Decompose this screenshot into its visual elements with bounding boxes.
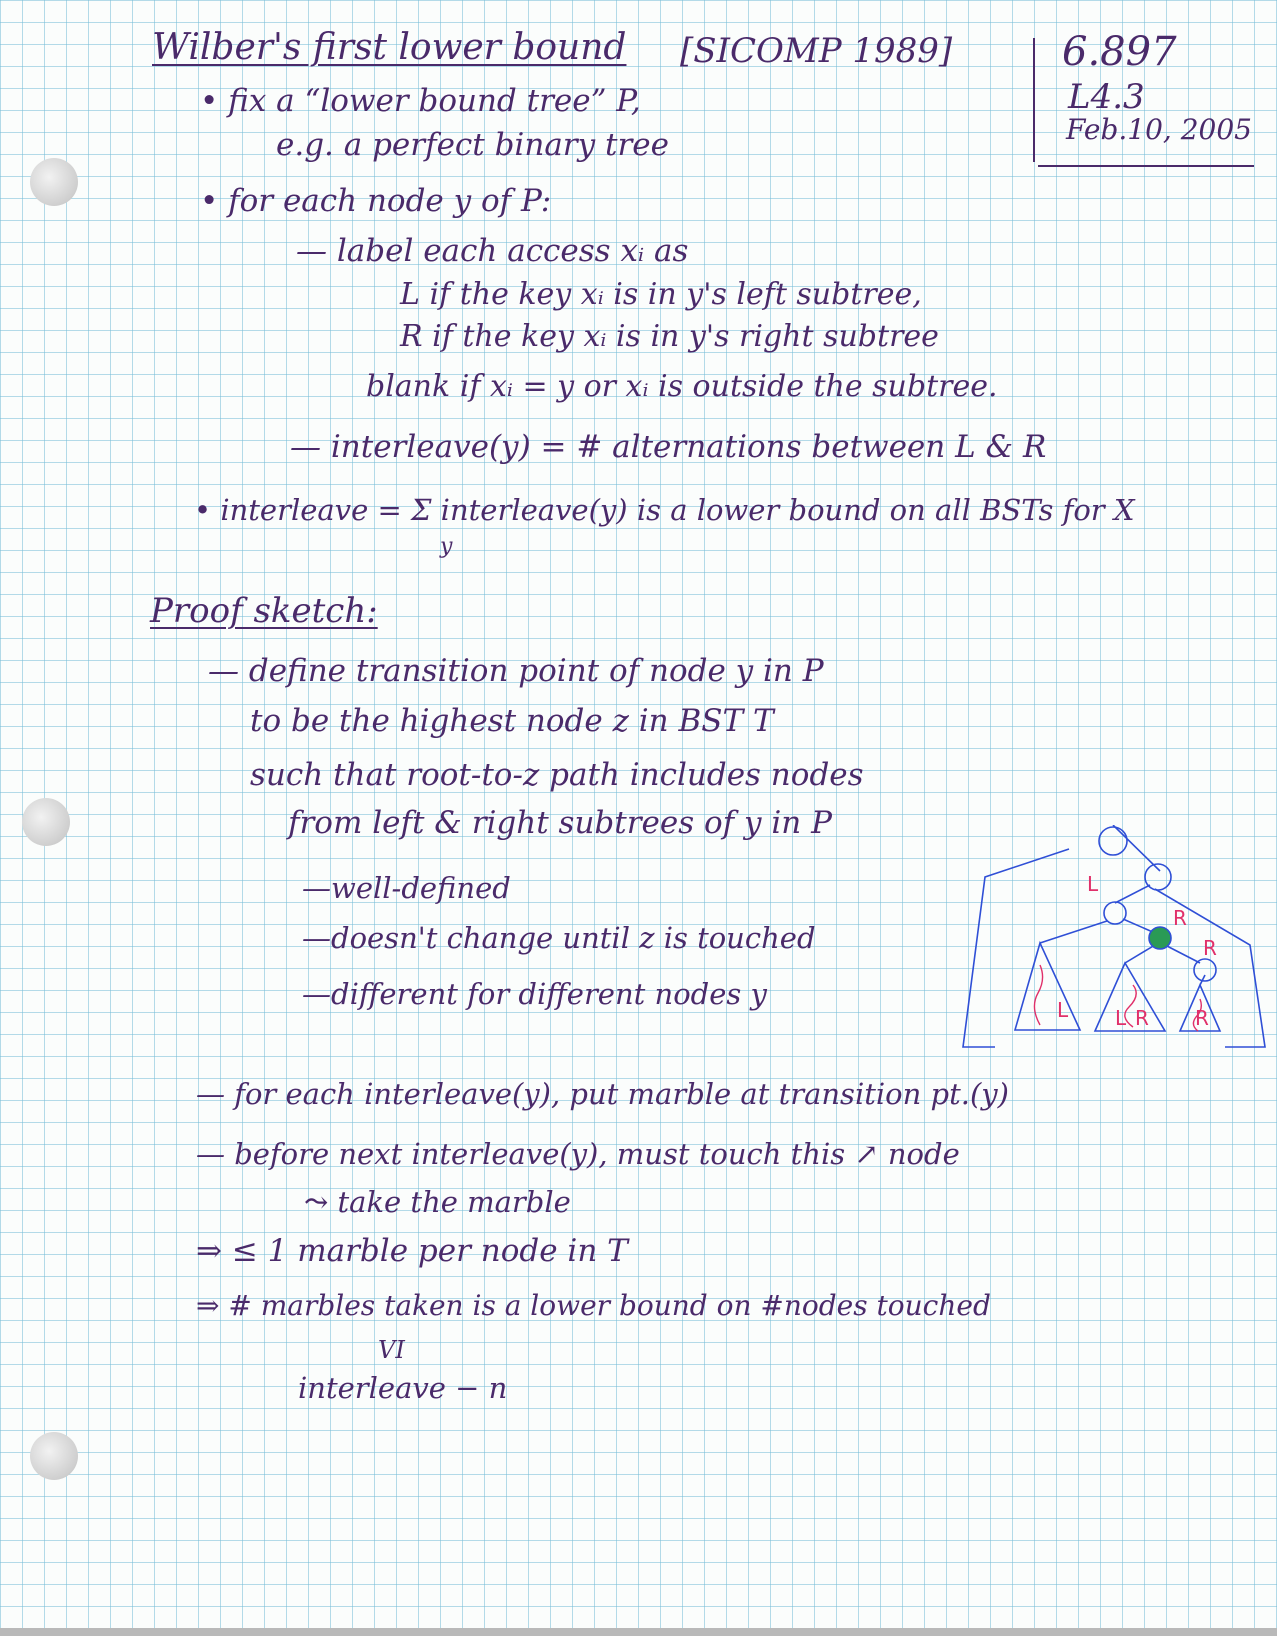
sum-subscript: y <box>440 534 453 559</box>
left-subtree-triangle <box>1015 943 1080 1030</box>
page-title: Wilber's first lower bound <box>152 27 627 68</box>
header-divider-vertical <box>1033 38 1035 162</box>
diagram-label-r-upper: R <box>1173 906 1187 930</box>
case-left: L if the key xᵢ is in y's left subtree, <box>400 277 922 312</box>
proof-line-3: such that root-to-z path includes nodes <box>250 757 864 793</box>
step-put-marble: — for each interleave(y), put marble at transition pt.(y) <box>196 1077 1009 1111</box>
proof-line-4: from left & right subtrees of y in P <box>288 805 832 841</box>
lecture-number: L4.3 <box>1068 77 1145 117</box>
transition-point-diagram <box>955 825 1277 1080</box>
tree-node-l <box>1104 902 1126 924</box>
proof-line-2: to be the highest node z in BST T <box>250 703 774 739</box>
property-distinct: —different for different nodes y <box>302 977 767 1011</box>
step-touch-node: — before next interleave(y), must touch this ↗ node <box>196 1137 960 1171</box>
diagram-label-mid-subtree-l: L <box>1115 1006 1127 1030</box>
punch-hole-middle <box>22 798 70 846</box>
punch-hole-bottom <box>30 1432 78 1480</box>
edge-root-to-child <box>1113 825 1160 871</box>
edge-marble-to-r <box>1165 945 1200 963</box>
marble-node <box>1149 927 1171 949</box>
tree-node-root <box>1099 827 1127 855</box>
date: Feb.10, 2005 <box>1066 113 1252 146</box>
step-take-marble: ⤳ take the marble <box>304 1185 571 1219</box>
geq-symbol: VI <box>378 1336 405 1364</box>
implication-one-marble: ⇒ ≤ 1 marble per node in T <box>196 1233 628 1269</box>
edge-marble-to-mid-subtree <box>1125 945 1155 963</box>
outer-right-subtree <box>1155 889 1265 1047</box>
interleave-y-definition: — interleave(y) = # alternations between L & R <box>290 429 1047 465</box>
diagram-label-left-subtree: L <box>1057 998 1069 1022</box>
punch-hole-top <box>30 158 78 206</box>
edge-child-to-l <box>1115 885 1150 903</box>
proof-heading: Proof sketch: <box>150 591 378 631</box>
interleave-lower-bound: • interleave = Σ interleave(y) is a lower bound on all BSTs for X <box>194 493 1135 527</box>
diagram-label-right-subtree: R <box>1195 1006 1209 1030</box>
edge-l-to-marble <box>1123 919 1155 933</box>
label-each-access: — label each access xᵢ as <box>296 233 689 269</box>
proof-line-1: — define transition point of node y in P <box>208 653 824 689</box>
bullet-each-node: • for each node y of P: <box>200 183 552 219</box>
bullet-fix-tree: • fix a “lower bound tree” P, <box>200 83 641 119</box>
citation: [SICOMP 1989] <box>680 31 953 71</box>
edge-l-to-left-subtree <box>1040 921 1107 943</box>
diagram-label-mid-subtree-r: R <box>1135 1006 1149 1030</box>
outer-left-subtree <box>963 849 1069 1047</box>
property-unchanged: —doesn't change until z is touched <box>302 921 816 955</box>
access-path-left <box>1034 965 1042 1025</box>
final-bound: interleave − n <box>298 1371 508 1405</box>
diagram-label-l: L <box>1087 872 1099 896</box>
case-blank: blank if xᵢ = y or xᵢ is outside the subtree. <box>366 369 998 404</box>
diagram-label-r-lower: R <box>1203 936 1217 960</box>
middle-subtree-triangle <box>1095 963 1165 1031</box>
property-well-defined: —well-defined <box>302 871 511 905</box>
implication-lower-bound: ⇒ # marbles taken is a lower bound on #nodes touched <box>196 1289 991 1322</box>
header-divider-horizontal <box>1038 165 1254 167</box>
case-right: R if the key xᵢ is in y's right subtree <box>400 319 939 354</box>
scan-edge <box>0 1628 1277 1636</box>
bullet-fix-tree-example: e.g. a perfect binary tree <box>276 127 669 163</box>
tree-node-r <box>1194 959 1216 981</box>
course-number: 6.897 <box>1062 29 1177 75</box>
tree-node-child <box>1145 864 1171 890</box>
